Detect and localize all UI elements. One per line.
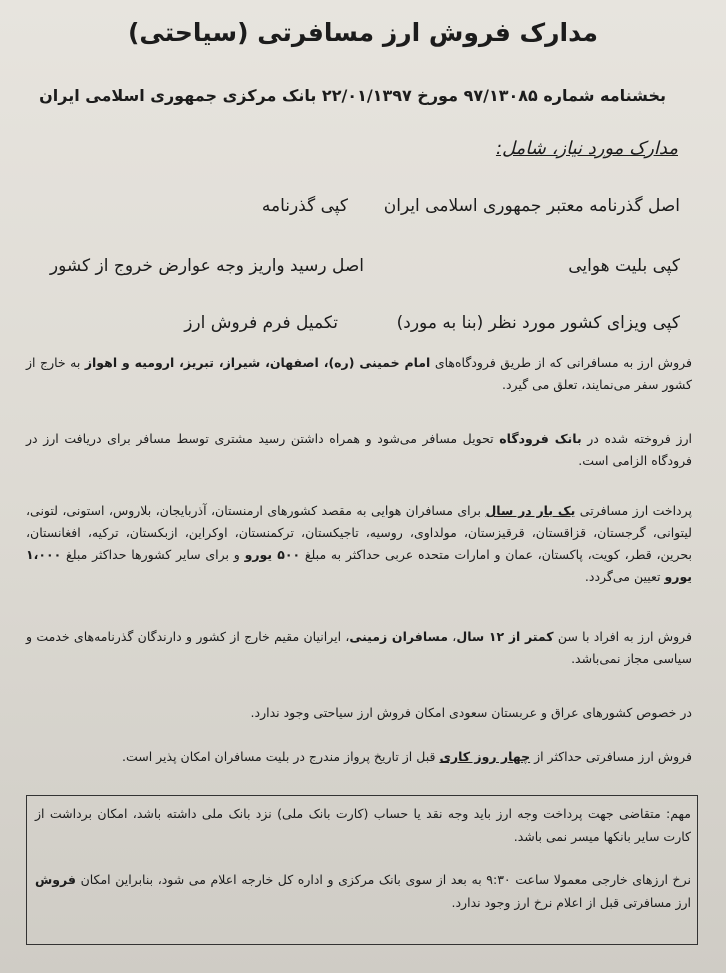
paragraph-iraq-saudi: در خصوص کشورهای عراق و عربستان سعودی امکان فروش ارز سیاحتی وجود ندارد. <box>250 705 692 720</box>
requirement-sale-form: تکمیل فرم فروش ارز <box>184 313 338 333</box>
paragraph-four-working-days: فروش ارز مسافرتی حداکثر از چهار روز کاری قبل از تاریخ پرواز مندرج در بلیت مسافران امکان پذیر است. <box>121 749 692 764</box>
requirement-original-passport: اصل گذرنامه معتبر جمهوری اسلامی ایران <box>383 196 680 216</box>
paragraph-yearly-limit: پرداخت ارز مسافرتی یک بار در سال برای مسافران هوایی به مقصد کشورهای ارمنستان، آذربایجان، بلاروس، استونی، لتونی، لیتوانی، گرجستان، قزاقستان، قرقیزستان، مولداوی، روسیه، تاجیکستان، ترکمنستان، اوکراین، ازبکستان، ترکیه، افغانستان، بحرین، قطر، کویت، پاکستان، عمان و امارات متحده عربی حداکثر به مبلغ ۵۰۰ یورو و برای سایر کشورها حداکثر مبلغ ۱،۰۰۰ یورو تعیین می‌گردد. <box>26 503 692 584</box>
required-documents-heading: مدارک مورد نیاز، شامل: <box>495 138 678 159</box>
circular-reference: بخشنامه شماره ۹۷/۱۳۰۸۵ مورخ ۲۲/۰۱/۱۳۹۷ بانک مرکزی جمهوری اسلامی ایران <box>39 86 666 105</box>
document-title: مدارک فروش ارز مسافرتی (سیاحتی) <box>127 18 599 47</box>
requirement-passport-copy: کپی گذرنامه <box>261 196 348 216</box>
note-payment-method: مهم: متقاضی جهت پرداخت وجه ارز باید وجه نقد یا حساب (کارت بانک ملی) نزد بانک ملی داشته باشد، امکان برداشت از کارت سایر بانکها میسر نمی باشد. <box>35 806 691 844</box>
paragraph-restrictions: فروش ارز به افراد با سن کمتر از ۱۲ سال، مسافران زمینی، ایرانیان مقیم خارج از کشور و دارندگان گذرنامه‌های خدمت و سیاسی مجاز نمی‌باشد. <box>26 629 692 666</box>
important-note-box <box>26 795 698 945</box>
requirement-ticket-copy: کپی بلیت هوایی <box>568 256 680 276</box>
paragraph-eligible-airports: فروش ارز به مسافرانی که از طریق فرودگاه‌های امام خمینی (ره)، اصفهان، شیراز، تبریز، ارومیه و اهواز به خارج از کشور سفر می‌نمایند، تعلق می گیرد. <box>26 355 692 392</box>
paragraph-airport-bank: ارز فروخته شده در بانک فرودگاه تحویل مسافر می‌شود و همراه داشتن رسید مشتری توسط مسافر برای دریافت ارز در فرودگاه الزامی است. <box>26 431 692 468</box>
requirement-visa-copy: کپی ویزای کشور مورد نظر (بنا به مورد) <box>396 313 680 333</box>
note-exchange-rate-time: نرخ ارزهای خارجی معمولا ساعت ۹:۳۰ به بعد از سوی بانک مرکزی و اداره کل خارجه اعلام می شود، بنابراین امکان فروش ارز مسافرتی قبل از اعلام نرخ ارز وجود ندارد. <box>35 872 691 910</box>
requirement-exit-fee-receipt: اصل رسید واریز وجه عوارض خروج از کشور <box>49 256 364 276</box>
